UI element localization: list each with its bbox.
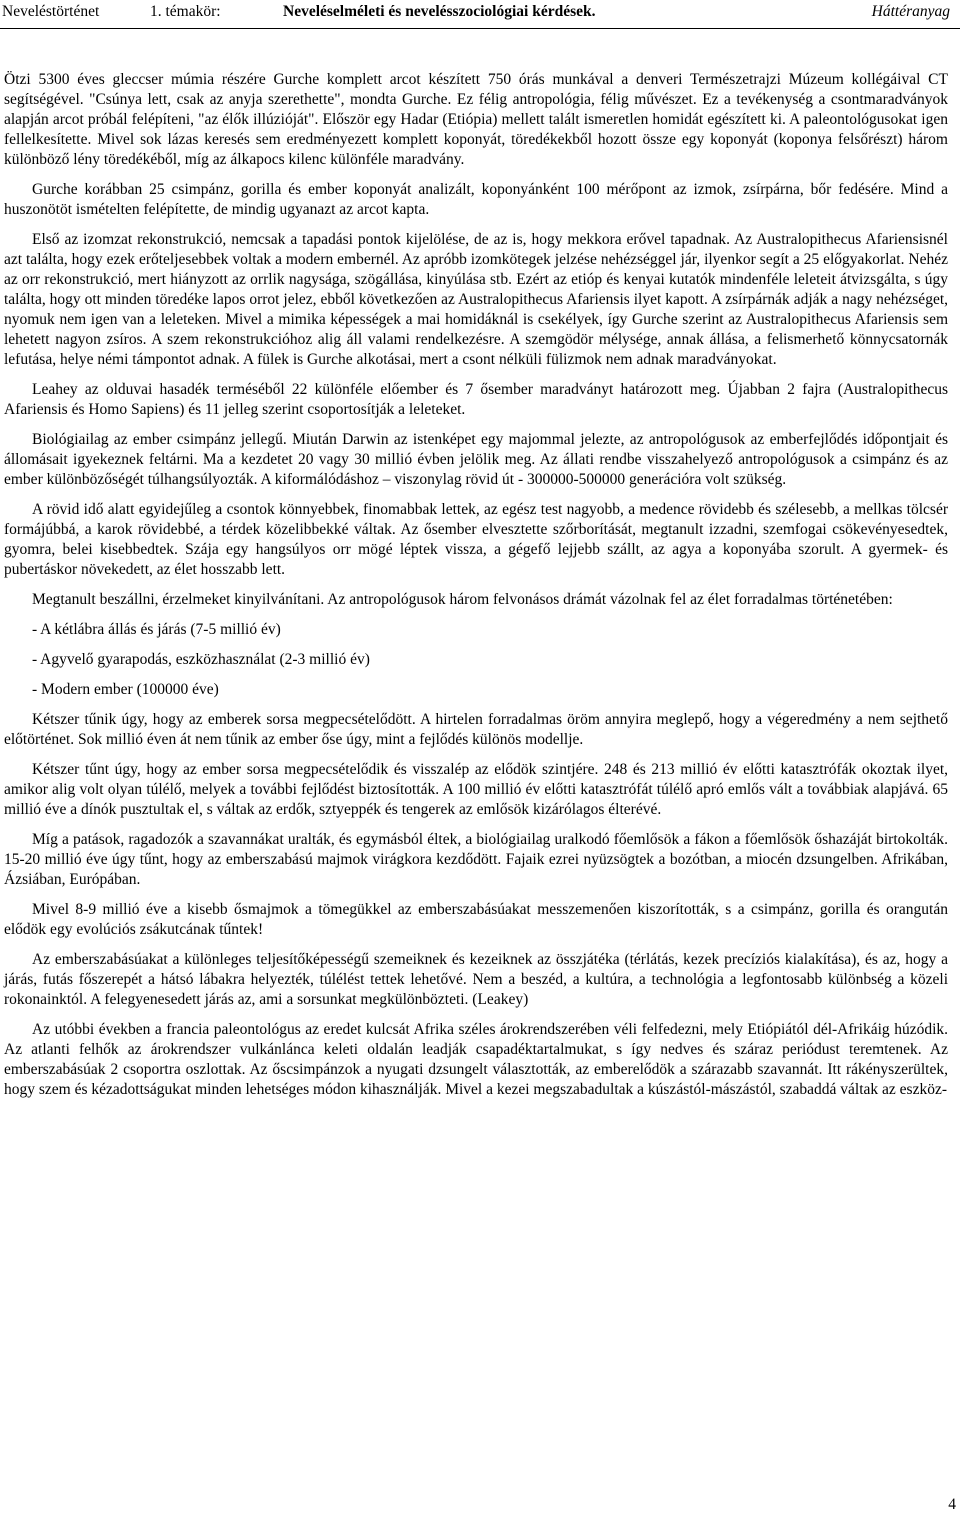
paragraph-rift-valley: Az utóbbi években a francia paleontológus az eredet kulcsát Afrika széles árokrendszerében véli felfedezni, mely Etiópiától dél-Afrikáig húzódik. Az atlanti felhők az árokrendszer vulkánlánca keleti oldalán leadják csapadéktartalmukat, s így nedves és száraz periódust teremtenek. Az emberszabásúak 2 csoportra oszlottak. Az őscsimpánzok a nyugati dzsungelt választották, az emberelődök a szárazabb szavannát. Itt rákényszerültek, hogy szem és kézadottságukat minden lehetséges módon kihasználják. Mivel a kezei megszabadultak a kúszástól-mászástól, szabaddá váltak az eszköz- [4, 1021, 948, 1098]
document-body [4, 70, 948, 1110]
paragraph-catastrophes: Kétszer tűnt úgy, hogy az ember sorsa megpecsételődik és visszalép az elődök szintjére. 248 és 213 millió év előtti katasztrófák okoztak ilyet, amikor alig volt olyan túlélő, melyek a további fejlődést biztosították. A 100 millió év előtti katasztrófát túlélő apró emlős vált a továbbiak alapjává. 65 millió éve a dínók pusztultak el, s váltak az erdők, sztyeppék és tengerek az emlősök kizárólagos élterévé. [4, 761, 948, 818]
paragraph-three-acts: Megtanult beszállni, érzelmeket kinyilvánítani. Az antropológusok három felvonásos drámát vázolnak fel az élet forradalmas történetében: [32, 591, 893, 608]
paragraph-fate-sealed: Kétszer tűnik úgy, hogy az emberek sorsa megpecsételődött. A hirtelen forradalmas öröm annyira meglepő, hogy a végeredmény a nem sejthető előtörténet. Sok millió éven át nem tűnik az ember őse úgy, mint a fejlődés különös modellje. [4, 711, 948, 748]
header-course: Neveléstörténet [2, 3, 100, 20]
header-title: Neveléselméleti és nevelésszociológiai kérdések. [283, 3, 596, 20]
paragraph-biology: Biológiailag az ember csimpánz jellegű. Miután Darwin az istenképet egy majommal jelezte, az antropológusok az emberfejlődés időpontjait és állomásait igyekeznek feltárni. Ma a kezdetet 20 vagy 30 millió évben jelölik meg. Az állati rendbe visszahelyező antropológusok a csimpánz és az ember különbözőségét túlhangsúlyozták. A kiformálódáshoz – viszonylag rövid út - 300000-500000 generációra volt szükség. [4, 431, 948, 488]
page-header [0, 0, 960, 29]
list-item: - A kétlábra állás és járás (7-5 millió év) [32, 621, 281, 638]
paragraph-apes: Mivel 8-9 millió éve a kisebb ősmajmok a tömegükkel az emberszabásúakat messzemenően kiszorították, s a csimpánz, gorilla és orangután elődök egy evolúciós zsákutcának tűntek! [4, 901, 948, 938]
header-doc-type: Háttéranyag [871, 3, 950, 20]
header-topic: 1. témakör: [150, 3, 221, 20]
paragraph-reconstruction: Első az izomzat rekonstrukció, nemcsak a tapadási pontok kijelölése, de az is, hogy mekkora erővel tapadnak. Az Australopithecus Afariensisnél azt találta, hogy ezek erőteljesebbek voltak a modern embernél. Az apróbb izomkötegek jelzése nehézséggel jár, ilyenkor segít a 25 előgyakorlat. Nehéz az orr rekonstrukció, mert hiányzott az orrlik nagysága, szögállása, kinyúlása stb. Ezért az etióp és kenyai kutatók mindenféle leleteit átvizsgálta, s úgy találta, hogy ott minden töredéke lapos orrot jelez, ebből következően az Australopithecus Afariensis ilyet kapott. A zsírpárnák adják a nagy nehézséget, nyomuk nem igen van a leleteken. Mivel a mimika képességek a mai homidáknál is csekélyek, így Gurche szerint az Australopithecus Afariensis sem lehetett nagyon zsíros. A szem rekonstrukcióhoz alig áll valami rendelkezésre. A szemgödör mélysége, annak állása, a felismerhető könnycsatornák lefutása, helye némi támpontot adnak. A fülek is Gurche alkotásai, mert a csont nélküli fülizmok nem adnak maradványokat. [4, 231, 948, 368]
list-item: - Agyvelő gyarapodás, eszközhasználat (2-3 millió év) [32, 651, 370, 668]
paragraph-changes: A rövid idő alatt egyidejűleg a csontok könnyebbek, finomabbak lettek, az egész test nagyobb, a medence rövidebb és szélesebb, a mellkas tölcsér formájúbbá, a karok rövidebbé, a térdek közelibbekké váltak. Az ősember elvesztette szőrborítását, megtanult izzadni, szemfogai csökevényesedtek, gyomra, belei kisebbedtek. Szája egy hangsúlyos orr mögé léptek vissza, a gégefő lejjebb szállt, az agya a koponyába szorult. A gyermek- és pubertáskor növekedett, az élet hosszabb lett. [4, 501, 948, 578]
paragraph-gurche-skulls: Gurche korábban 25 csimpánz, gorilla és ember koponyát analizált, koponyánként 100 mérőpont az izmok, zsírpárna, bőr fedésére. Mind a huszonötöt ismételten felépítette, de mindig ugyanazt az arcot kapta. [4, 181, 948, 218]
paragraph-otzi: Ötzi 5300 éves gleccser múmia részére Gurche komplett arcot készített 750 órás munkával a denveri Természetrajzi Múzeum kollégáival CT segítségével. "Csúnya lett, csak az anyja szerethette", mondta Gurche. Ez félig antropológia, félig művészet. Ez a tevékenység a csontmaradványok alapján arcot próbál felépíteni, "az élők illúzióját". Először egy Hadar (Etiópia) mellett talált ismeretlen homidát egészített ki. A paleontológusokat igen fellelkesítette. Mivel sok lázas keresés sem eredményezett komplett koponyát, töredékekből hozott össze egy koponyát (koponya felsőrészt) három különböző lény töredékéből, míg az álkapocs kilenc különféle maradvány. [4, 71, 948, 168]
page-number: 4 [948, 1496, 956, 1513]
paragraph-leahey: Leahey az olduvai hasadék terméséből 22 különféle előember és 7 ősember maradványt határozott meg. Újabban 2 fajra (Australopithecus Afariensis és Homo Sapiens) és 11 jelleg szerint csoportosítják a leleteket. [4, 381, 948, 418]
paragraph-hands-eyes: Az emberszabásúakat a különleges teljesítőképességű szemeiknek és kezeiknek az összjátéka (térlátás, kezek precíziós kialakítása), és az, hogy a járás, futás főszerepét a hátsó lábakra helyezték, túlélést tettek lehetővé. Nem a beszéd, a kultúra, a technológia a legfontosabb különbség a közeli rokonainktól. A felegyenesedett járás az, ami a sorsunkat megkülönbözteti. (Leakey) [4, 951, 948, 1008]
list-item: - Modern ember (100000 éve) [32, 681, 219, 698]
paragraph-primates: Míg a patások, ragadozók a szavannákat uralták, és egymásból éltek, a biológiailag uralkodó főemlősök a fákon a főemlősök őshazáját birtokolták. 15-20 millió éve úgy tűnt, hogy az emberszabású majmok virágkora kezdődött. Fajaik ezrei nyüzsögtek a bozótban, a miocén dzsungelben. Afrikában, Ázsiában, Európában. [4, 831, 948, 888]
